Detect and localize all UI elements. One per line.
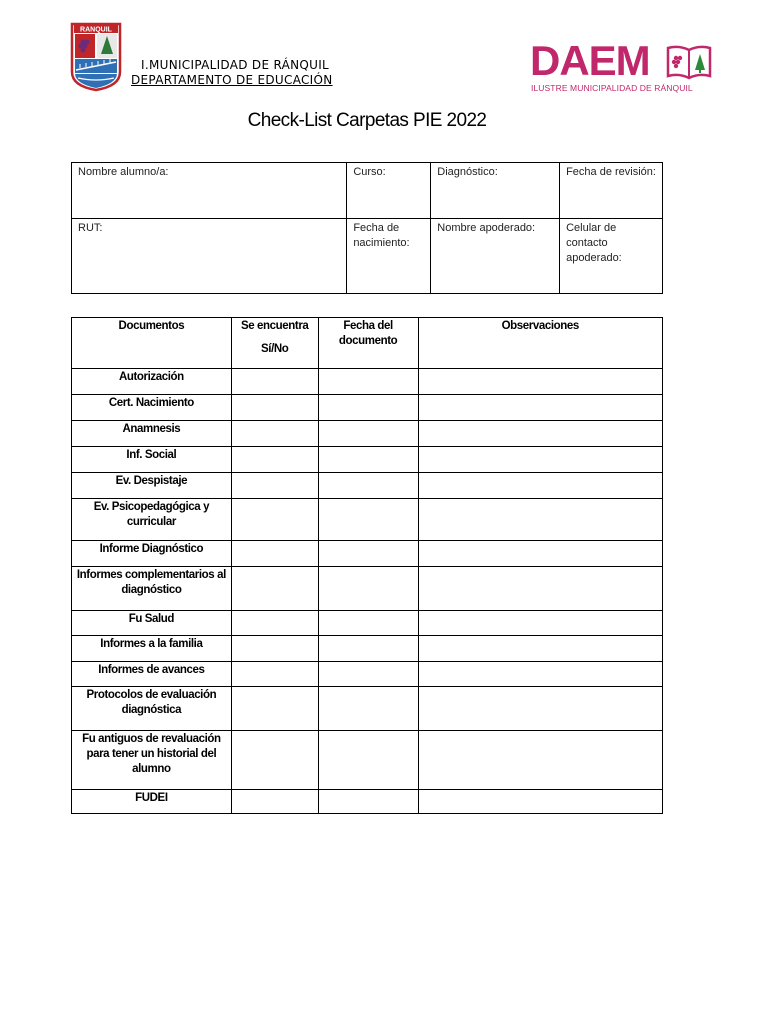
table-row — [72, 611, 663, 636]
found-cell[interactable] — [231, 395, 318, 421]
table-row — [72, 790, 663, 814]
document-label: Anamnesis — [72, 421, 232, 447]
table-row — [72, 369, 663, 395]
document-label: Protocolos de evaluación diagnóstica — [72, 687, 232, 731]
found-cell[interactable] — [231, 790, 318, 814]
observations-cell[interactable] — [418, 541, 662, 567]
table-row — [72, 473, 663, 499]
ranquil-crest-logo — [70, 20, 122, 92]
document-label: Informes de avances — [72, 662, 232, 687]
observations-cell[interactable] — [418, 567, 662, 611]
found-cell[interactable] — [231, 662, 318, 687]
date-cell[interactable] — [318, 567, 418, 611]
observations-cell[interactable] — [418, 790, 662, 814]
table-row — [72, 541, 663, 567]
document-label: Ev. Psicopedagógica y curricular — [72, 499, 232, 541]
document-label: FUDEI — [72, 790, 232, 814]
date-cell[interactable] — [318, 395, 418, 421]
date-cell[interactable] — [318, 636, 418, 662]
found-cell[interactable] — [231, 369, 318, 395]
found-cell[interactable] — [231, 567, 318, 611]
document-label: Inf. Social — [72, 447, 232, 473]
date-cell[interactable] — [318, 421, 418, 447]
date-cell[interactable] — [318, 687, 418, 731]
date-cell[interactable] — [318, 447, 418, 473]
student-name-field[interactable]: Nombre alumno/a: — [72, 163, 347, 219]
document-label: Informes complementarios al diagnóstico — [72, 567, 232, 611]
guardian-phone-field[interactable]: Celular de contacto apoderado: — [560, 219, 663, 294]
document-title: Check-List Carpetas PIE 2022 — [247, 110, 487, 131]
observations-cell[interactable] — [418, 447, 662, 473]
observations-cell[interactable] — [418, 473, 662, 499]
table-row — [72, 447, 663, 473]
found-header — [231, 318, 318, 369]
observations-cell[interactable] — [418, 662, 662, 687]
observations-cell[interactable] — [418, 636, 662, 662]
table-row — [72, 567, 663, 611]
observations-cell[interactable] — [418, 421, 662, 447]
yes-no-label: Sí/No — [261, 343, 289, 355]
course-field[interactable]: Curso: — [347, 163, 431, 219]
observations-header: Observaciones — [418, 318, 662, 369]
municipality-name: I.MUNICIPALIDAD DE RÁNQUIL — [141, 58, 330, 72]
student-info-table — [71, 162, 663, 294]
rut-field[interactable]: RUT: — [72, 219, 347, 294]
found-cell[interactable] — [231, 636, 318, 662]
table-row — [72, 636, 663, 662]
document-label: Autorización — [72, 369, 232, 395]
date-cell[interactable] — [318, 662, 418, 687]
found-cell[interactable] — [231, 731, 318, 790]
document-label: Fu antiguos de revaluación para tener un historial del alumno — [72, 731, 232, 790]
table-header-row — [72, 318, 663, 369]
table-row — [72, 662, 663, 687]
review-date-field[interactable]: Fecha de revisión: — [560, 163, 663, 219]
document-label: Fu Salud — [72, 611, 232, 636]
municipality-header — [131, 58, 333, 88]
found-cell[interactable] — [231, 611, 318, 636]
observations-cell[interactable] — [418, 611, 662, 636]
crest-label: RANQUIL — [80, 26, 112, 34]
documents-checklist-table — [71, 317, 663, 814]
daem-wordmark: DAEM — [530, 37, 650, 84]
department-name: DEPARTAMENTO DE EDUCACIÓN — [131, 73, 333, 87]
table-row — [72, 687, 663, 731]
found-header-label: Se encuentra — [240, 320, 309, 332]
found-cell[interactable] — [231, 499, 318, 541]
date-cell[interactable] — [318, 611, 418, 636]
table-row — [72, 219, 663, 294]
document-label: Informe Diagnóstico — [72, 541, 232, 567]
found-cell[interactable] — [231, 421, 318, 447]
date-cell[interactable] — [318, 473, 418, 499]
birth-date-field[interactable]: Fecha de nacimiento: — [347, 219, 431, 294]
document-label: Informes a la familia — [72, 636, 232, 662]
observations-cell[interactable] — [418, 369, 662, 395]
daem-logo — [528, 37, 718, 98]
diagnosis-field[interactable]: Diagnóstico: — [431, 163, 560, 219]
found-cell[interactable] — [231, 687, 318, 731]
table-row — [72, 731, 663, 790]
date-cell[interactable] — [318, 731, 418, 790]
date-cell[interactable] — [318, 790, 418, 814]
observations-cell[interactable] — [418, 731, 662, 790]
observations-cell[interactable] — [418, 687, 662, 731]
document-label: Cert. Nacimiento — [72, 395, 232, 421]
table-row — [72, 163, 663, 219]
documents-header: Documentos — [72, 318, 232, 369]
found-cell[interactable] — [231, 473, 318, 499]
found-cell[interactable] — [231, 541, 318, 567]
found-cell[interactable] — [231, 447, 318, 473]
document-date-header: Fecha del documento — [318, 318, 418, 369]
date-cell[interactable] — [318, 541, 418, 567]
daem-subtitle: ILUSTRE MUNICIPALIDAD DE RÁNQUIL — [531, 83, 693, 93]
date-cell[interactable] — [318, 499, 418, 541]
table-row — [72, 421, 663, 447]
table-row — [72, 395, 663, 421]
guardian-name-field[interactable]: Nombre apoderado: — [431, 219, 560, 294]
date-cell[interactable] — [318, 369, 418, 395]
documents-body — [72, 369, 663, 814]
table-row — [72, 499, 663, 541]
observations-cell[interactable] — [418, 395, 662, 421]
observations-cell[interactable] — [418, 499, 662, 541]
book-icon — [665, 44, 713, 80]
document-label: Ev. Despistaje — [72, 473, 232, 499]
